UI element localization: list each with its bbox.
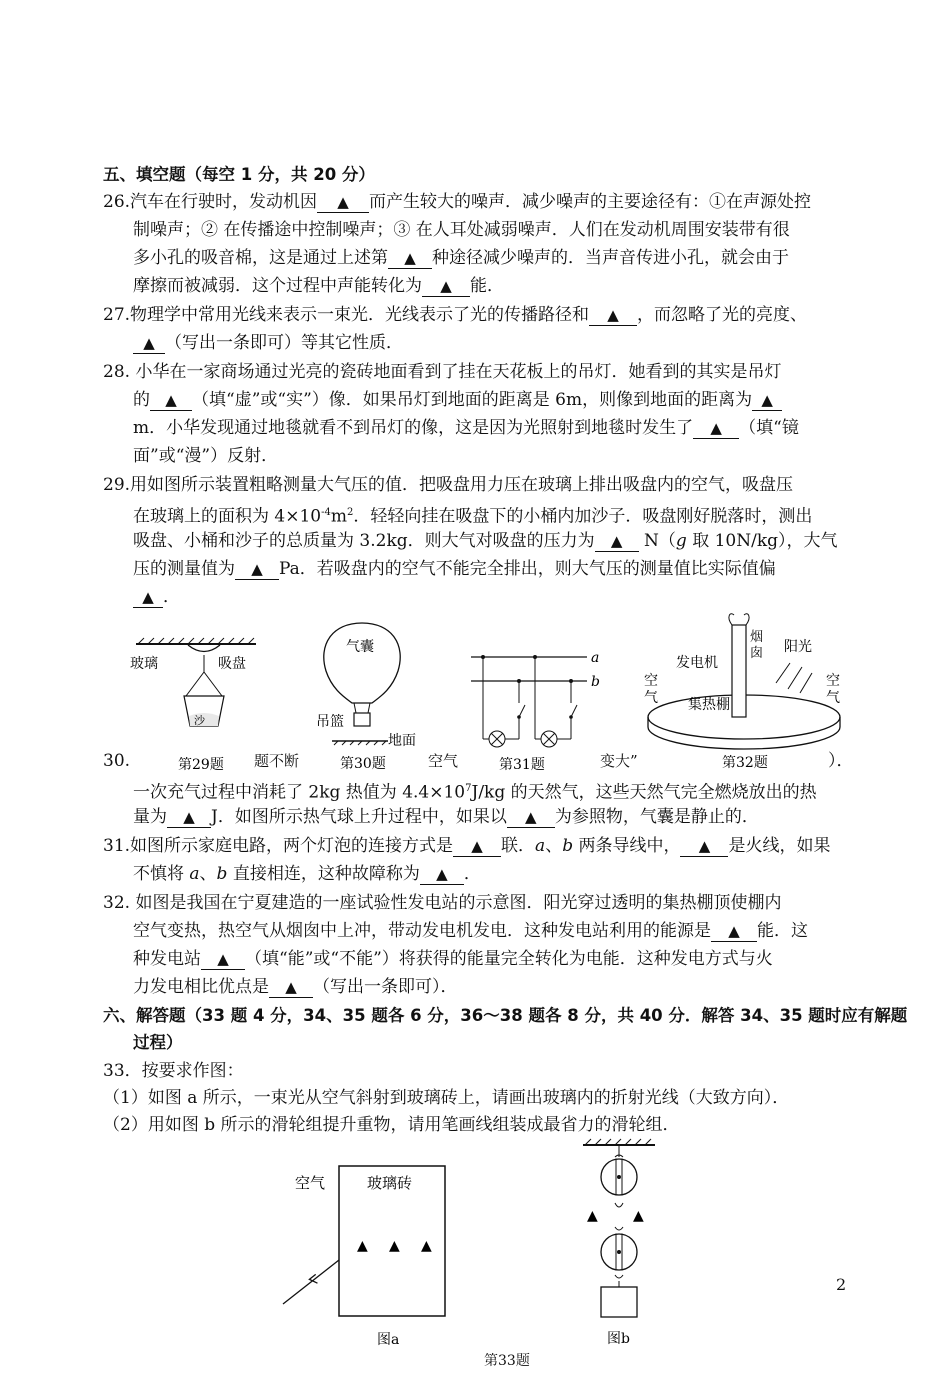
air-left-label-2: 气 <box>644 690 658 706</box>
answer-blank[interactable]: ▲ <box>589 305 637 326</box>
q32-line3: 种发电站 ▲ （填“能”或“不能”）将获得的能量完全转化为电能．这种发电方式与火 <box>133 949 773 969</box>
answer-blank[interactable]: ▲ <box>680 836 728 857</box>
balloon-label: 气囊 <box>346 639 374 655</box>
answer-blank[interactable]: ▲ <box>693 418 739 439</box>
figure-33a-caption: 图a <box>377 1332 400 1348</box>
air-right-label-2: 气 <box>826 690 840 706</box>
answer-blank[interactable]: ▲ <box>235 559 279 580</box>
figure-33b-caption: 图b <box>607 1331 630 1345</box>
section-5-title: 五、填空题（每空 1 分，共 20 分） <box>103 165 375 184</box>
q30-fragment-3: 变大” <box>600 752 638 770</box>
answer-blank[interactable]: ▲ <box>269 977 313 998</box>
q29-line2: 在玻璃上的面积为 $4\times 10^{-4}m^2$．轻轻向挂在吸盘下的小桶内加沙子．吸盘刚好脱落时，测出 <box>133 506 813 527</box>
answer-blank[interactable]: ▲ <box>388 248 432 269</box>
figure-33a-glass-brick <box>275 1158 475 1358</box>
q28-line4: 面”或“漫”）反射． <box>133 446 279 466</box>
generator-label: 发电机 <box>676 655 718 671</box>
q33-intro: 33．按要求作图： <box>103 1061 244 1081</box>
figure-31-caption: 第31题 <box>499 757 545 773</box>
q31-line1: 31.如图所示家庭电路，两个灯泡的连接方式是 ▲ 联．a、b 两条导线中， ▲ 是火线，如果 <box>103 836 831 856</box>
air-left-label-1: 空 <box>644 673 658 689</box>
answer-mark: ▲ <box>389 1238 400 1254</box>
figure-33-caption: 第33题 <box>484 1353 530 1369</box>
answer-blank[interactable]: ▲ <box>420 864 464 885</box>
q29-line4: 压的测量值为 ▲ Pa．若吸盘内的空气不能完全排出，则大气压的测量值比实际值偏 <box>133 559 776 579</box>
q30-line3: 量为 ▲ J．如图所示热气球上升过程中，如果以 ▲ 为参照物，气囊是静止的． <box>133 807 759 827</box>
answer-blank[interactable]: ▲ <box>752 390 782 411</box>
q30-line2: 一次充气过程中消耗了 2kg 热值为 $4.4\times 10^7J/kg$ 的天然气，这些天然气完全燃烧放出的热 <box>133 782 817 803</box>
sunlight-label: 阳光 <box>784 639 812 655</box>
q31-number: 31. <box>103 836 131 856</box>
q29-line3: 吸盘、小桶和沙子的总质量为 3.2kg．则大气对吸盘的压力为 ▲ N（g 取 10N/kg），大气 <box>133 531 838 551</box>
basket-label: 吊篮 <box>316 714 344 730</box>
figure-33b-pulley-system <box>575 1135 665 1345</box>
q32-number: 32. <box>103 893 131 913</box>
answer-mark: ▲ <box>421 1238 432 1254</box>
glass-brick-label: 玻璃砖 <box>367 1174 413 1192</box>
wire-a-label: a <box>591 650 600 666</box>
q30-number: 30. <box>103 751 131 771</box>
figure-32-caption: 第32题 <box>722 755 768 771</box>
q30-line1-end: ）． <box>828 751 854 771</box>
answer-blank[interactable]: ▲ <box>422 276 470 297</box>
chimney-label-1: 烟 <box>750 630 764 645</box>
q28-line3: m．小华发现通过地毯就看不到吊灯的像，这是因为光照射到地毯时发生了 ▲ （填“镜 <box>133 418 799 438</box>
glass-label: 玻璃 <box>130 656 158 672</box>
q29-line5: ▲ ． <box>133 585 180 609</box>
q26-number: 26. <box>103 192 131 212</box>
answer-blank[interactable]: ▲ <box>453 836 501 857</box>
q32-line4: 力发电相比优点是 ▲ （写出一条即可）． <box>133 977 458 997</box>
q27-number: 27. <box>103 305 131 325</box>
answer-blank[interactable]: ▲ <box>133 587 163 608</box>
suction-cup-label: 吸盘 <box>218 656 246 672</box>
q26-line3: 多小孔的吸音棉，这是通过上述第 ▲ 种途径减少噪声的．当声音传进小孔，就会由于 <box>133 248 789 268</box>
q28-number: 28. <box>103 362 131 382</box>
q30-fragment-2: 空气 <box>428 752 459 770</box>
page-number: 2 <box>836 1275 847 1294</box>
answer-blank[interactable]: ▲ <box>595 531 639 552</box>
answer-mark: ▲ <box>587 1208 598 1224</box>
answer-mark: ▲ <box>357 1238 368 1254</box>
q33-part1: （1）如图 a 所示，一束光从空气斜射到玻璃砖上，请画出玻璃内的折射光线（大致方向）． <box>103 1088 790 1108</box>
ground-label: 地面 <box>388 733 416 749</box>
q26-line1: 26.汽车在行驶时，发动机因 ▲ 而产生较大的噪声．减少噪声的主要途径有：①在声源处控 <box>103 192 812 212</box>
answer-blank[interactable]: ▲ <box>150 390 192 411</box>
air-label: 空气 <box>295 1174 326 1192</box>
answer-blank[interactable]: ▲ <box>167 807 211 828</box>
q27-line2: ▲ （写出一条即可）等其它性质． <box>133 331 403 355</box>
section-6-title-line2: 过程） <box>133 1033 183 1052</box>
q32-line2: 空气变热，热空气从烟囱中上冲，带动发电机发电．这种发电站利用的能源是 ▲ 能．这 <box>133 921 808 941</box>
section-6-title-line1: 六、解答题（33 题 4 分，34、35 题各 6 分，36～38 题各 8 分，共 40 分．解答 34、35 题时应有解题 <box>103 1006 908 1025</box>
q29-number: 29. <box>103 475 131 495</box>
q33-part2: （2）用如图 b 所示的滑轮组提升重物，请用笔画线组装成最省力的滑轮组． <box>103 1115 680 1135</box>
q27-line1: 27.物理学中常用光线来表示一束光．光线表示了光的传播路径和 ▲ ，而忽略了光的亮度、 <box>103 305 808 325</box>
q28-line2: 的 ▲ （填“虚”或“实”）像．如果吊灯到地面的距离是 6m，则像到地面的距离为 ▲ <box>133 388 782 412</box>
q26-line4: 摩擦而被减弱．这个过程中声能转化为 ▲ 能． <box>133 276 504 296</box>
figure-31-circuit <box>465 645 615 775</box>
answer-blank[interactable]: ▲ <box>201 949 245 970</box>
answer-blank[interactable]: ▲ <box>711 921 757 942</box>
figure-32-solar-chimney <box>640 605 850 775</box>
answer-blank[interactable]: ▲ <box>507 807 555 828</box>
q26-line2: 制噪声；② 在传播途中控制噪声；③ 在人耳处减弱噪声．人们在发动机周围安装带有很 <box>133 220 790 240</box>
collector-shed-label: 集热棚 <box>688 697 730 713</box>
figure-29-caption: 第29题 <box>178 757 224 773</box>
chimney-label-2: 囱 <box>750 646 764 661</box>
q30-line1 <box>103 749 130 773</box>
q29-line1: 29.用如图所示装置粗略测量大气压的值．把吸盘用力压在玻璃上排出吸盘内的空气，吸盘压 <box>103 475 794 495</box>
q33-number: 33． <box>103 1061 142 1081</box>
answer-blank[interactable]: ▲ <box>317 192 369 213</box>
answer-mark: ▲ <box>633 1208 644 1224</box>
answer-blank[interactable]: ▲ <box>133 333 165 354</box>
wire-b-label: b <box>591 674 600 690</box>
q32-line1: 32. 如图是我国在宁夏建造的一座试验性发电站的示意图．阳光穿过透明的集热棚顶使棚内 <box>103 893 782 913</box>
air-right-label-1: 空 <box>826 673 840 689</box>
q31-line2: 不慎将 a、b 直接相连，这种故障称为 ▲ ． <box>133 864 481 884</box>
q30-fragment-1: 题不断 <box>254 752 300 770</box>
q28-line1: 28. 小华在一家商场通过光亮的瓷砖地面看到了挂在天花板上的吊灯．她看到的其实是吊灯 <box>103 362 782 382</box>
figure-30-caption: 第30题 <box>340 756 386 772</box>
sand-label: 沙 <box>194 714 205 727</box>
